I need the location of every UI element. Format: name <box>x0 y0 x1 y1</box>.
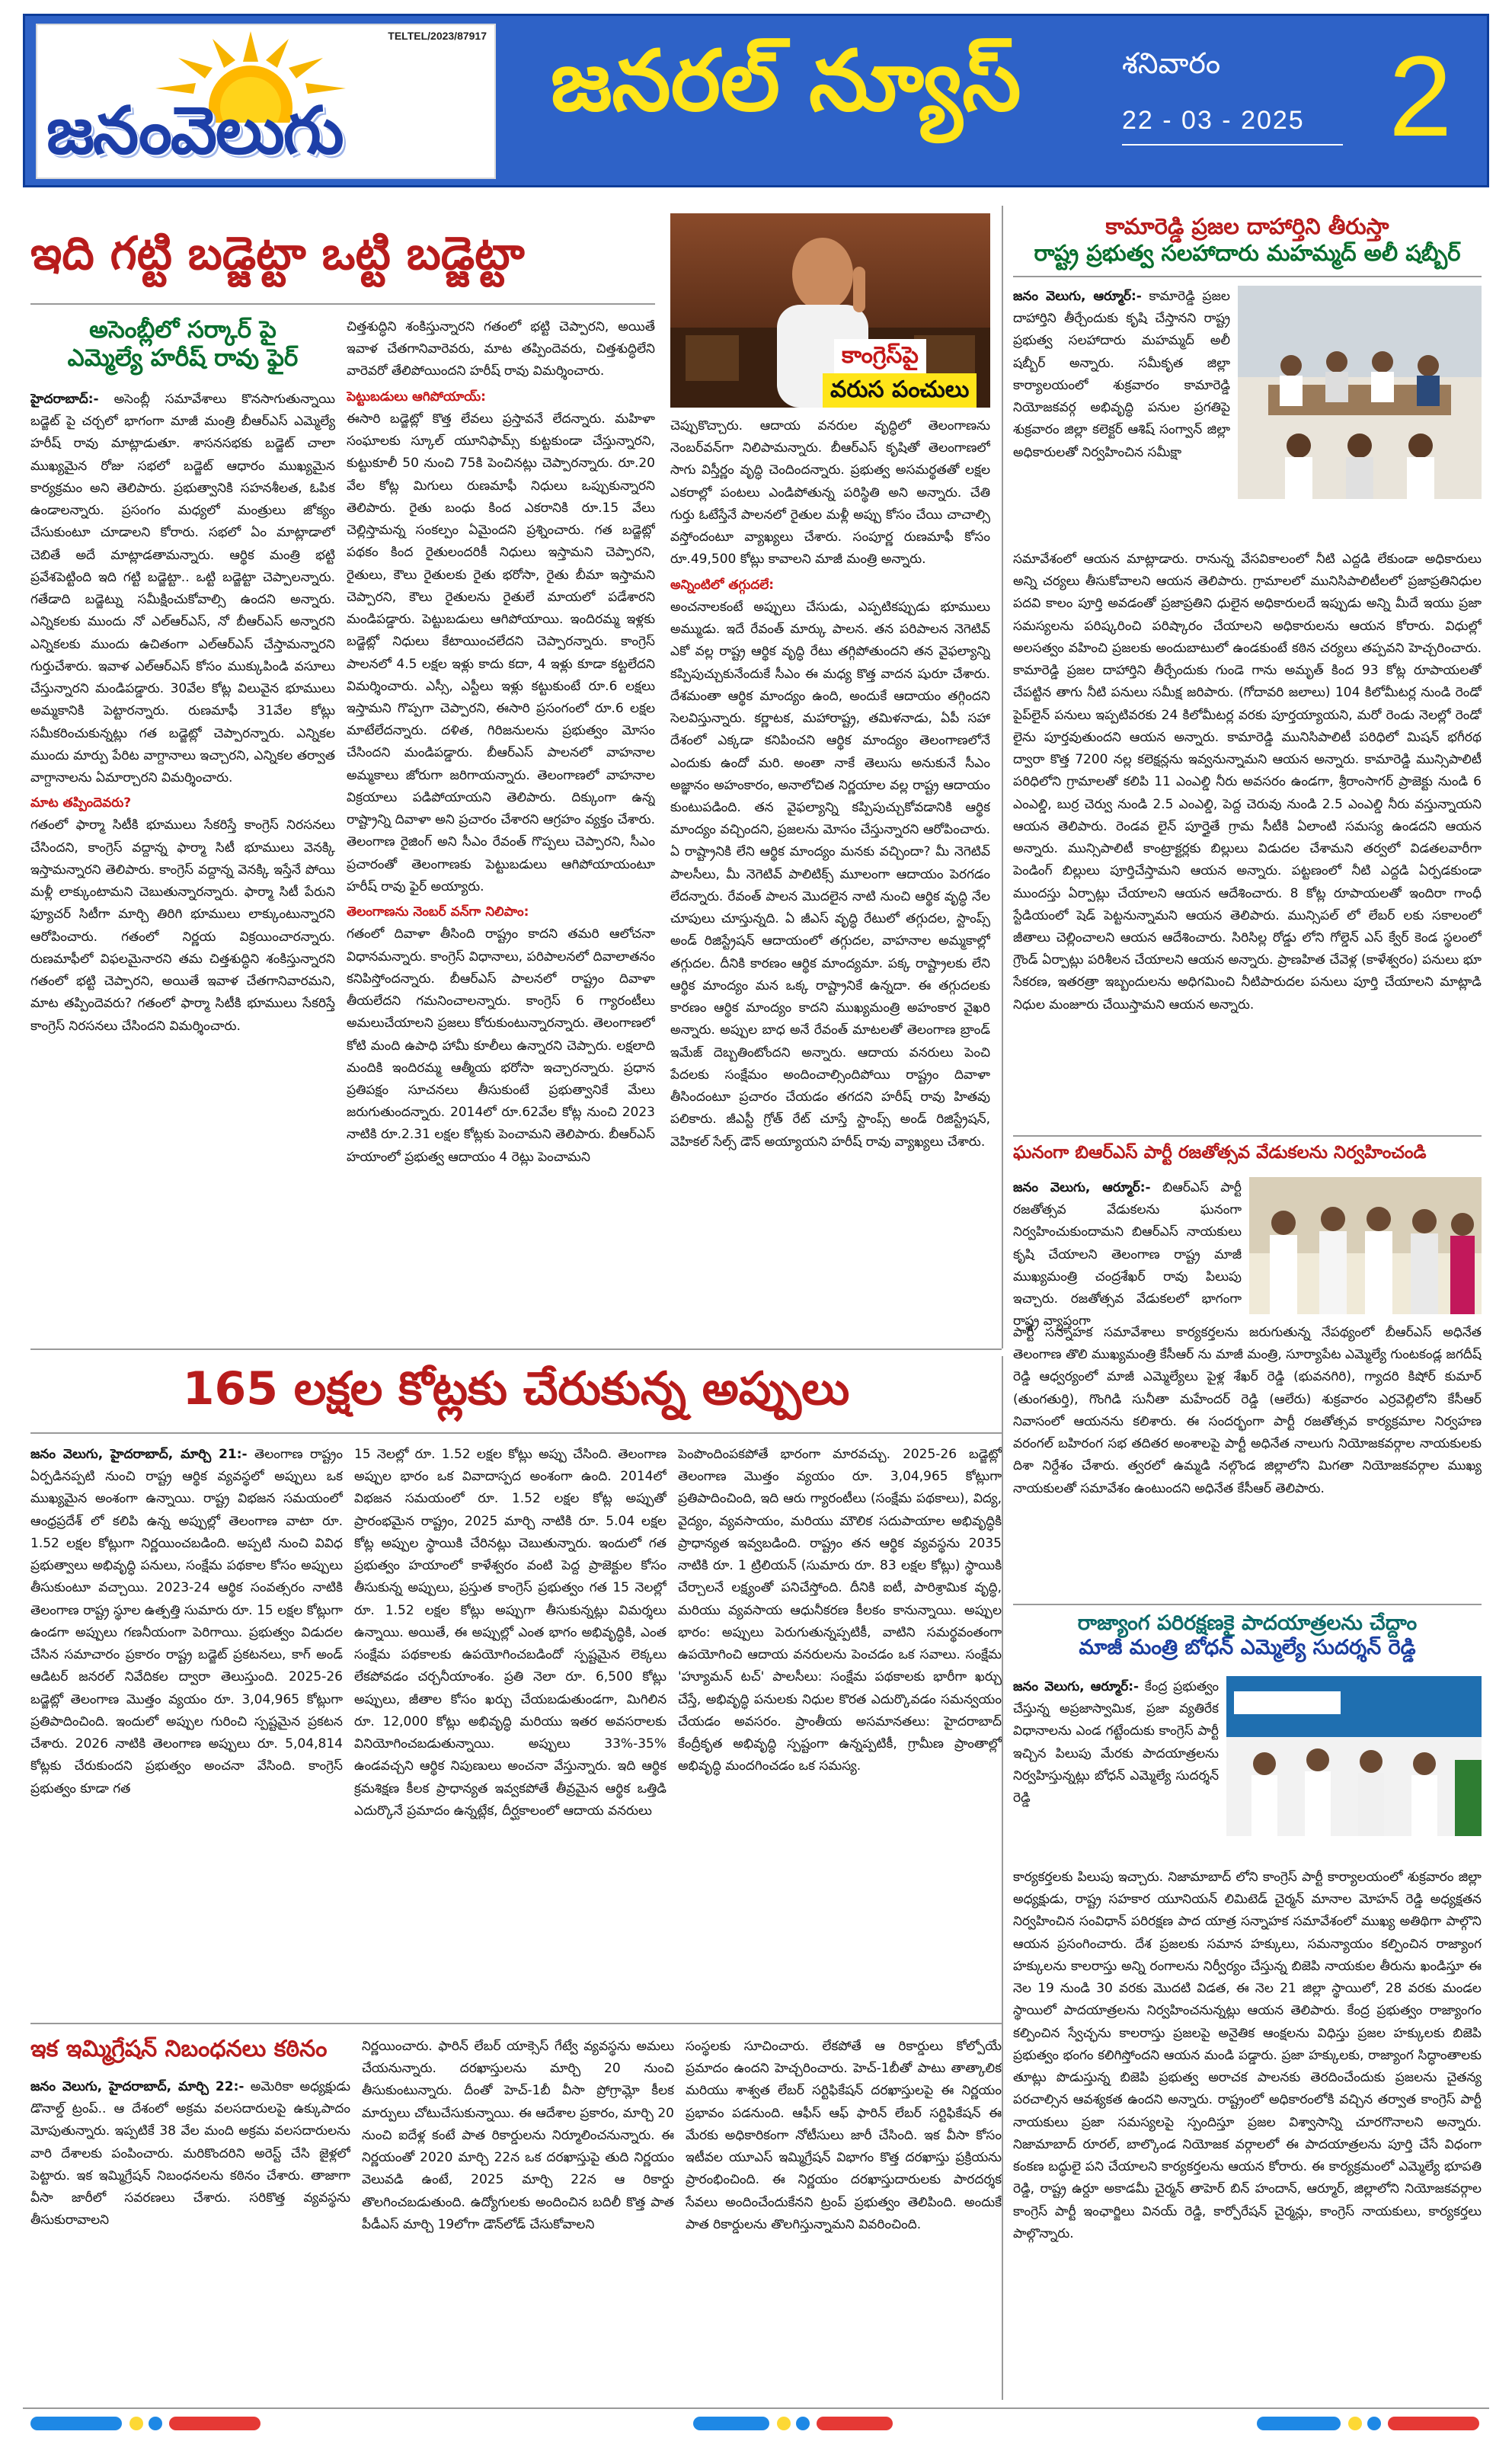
story2-headline-line2: రాష్ట్ర ప్రభుత్వ సలహాదారు మహమ్మద్ అలీ షబ్బీర్ <box>1034 239 1461 266</box>
story1-headline-rule <box>30 303 655 305</box>
column-divider <box>1002 206 1003 1348</box>
footer-dot-yellow-mid <box>777 2417 791 2430</box>
story1-col3-text-c: అప్పుల బాధ అనే రేవంత్ మాటలతో తెలంగాణ బ్రాండ్ ఇమేజ్ దెబ్బతింటోందని అన్నారు. ఆదాయ వనరులు పెంచి పేదలకు సంక్షేమం అందించాల్సిందిపోయి రాష్ట్రం దివాళా తీసిందంటూ ప్రచారం చేయడం తగదని హరీష్ రావు హితవు పలికారు. జీఎస్టీ గ్రోత్ రేట్ చూస్తే స్టాంప్స్ అండ్ రిజిస్ట్రేషన్, వెహికల్ సేల్స్ డౌన్ అయ్యాయని హరీష్ రావు వ్యాఖ్యలు చేశారు. <box>670 1022 990 1150</box>
story3-lead-text: బిఆర్ఎస్ పార్టీ రజతోత్సవ వేడుకలను ఘనంగా నిర్వహించుకుందామని బిఆర్ఎస్ నాయకులు కృషి చేయాలని తెలంగాణ రాష్ట్ర మాజీ ముఖ్యమంత్రి చంద్రశేఖర్ రావు పిలుపు ఇచ్చారు. రజతోత్సవ వేడుకలలో భాగంగా రాష్ట్ర వ్యాప్తంగా <box>1013 1180 1242 1329</box>
story6-column-1 <box>30 2076 350 2396</box>
story1-col2-kicker: పెట్టుబడులు ఆగిపోయాయ్: <box>347 389 486 405</box>
story5-top-rule <box>1013 1604 1482 1605</box>
story5-headline-line1: రాజ్యాంగ పరిరక్షణకై పాదయాత్రలను చేద్దాం <box>1077 1611 1418 1635</box>
date-label: 22 - 03 - 2025 <box>1122 106 1305 135</box>
story6-col3-text: సంస్థలకు సూచించారు. లేకపోతే ఆ రికార్డులు కోల్పోయే ప్రమాదం ఉందని హెచ్చరించారు. హెచ్-1బీతో పాటు తాత్కాలిక మరియు శాశ్వత లేబర్ సర్టిఫికేషన్ దరఖాస్తులపై ఈ నిర్ణయం ప్రభావం పడనుంది. ఆఫీస్ ఆఫ్ ఫారిన్ లేబర్ సర్టిఫికేషన్ ఈ మేరకు అధికారికంగా నోటీసులు జారీ చేసింది. ఇక వీసా కోసం ఇటీవల యూఎస్ ఇమ్మిగ్రేషన్ విభాగం కొత్త దరఖాస్తు ప్రక్రియను ప్రారంభించింది. ఈ నిర్ణయం దరఖాస్తుదారులకు పారదర్శక సేవలు అందించేందుకేనని ట్రంప్ ప్రభుత్వం తెలిపింది. అందుకే పాత రికార్డులను తొలగిస్తున్నామని వివరించింది. <box>686 2039 1002 2232</box>
story5-headline-line2: మాజీ మంత్రి బోధన్ ఎమ్మెల్యే సుదర్శన్ రెడ్డి <box>1079 1636 1416 1660</box>
story1-col3-text-b: అంచనాలకంటే అప్పులు చేసుడు, ఎప్పటికప్పుడు భూములు అమ్ముడు. ఇదే రేవంత్ మార్కు పాలన. తన పరిపాలన నెగెటివ్ ఎకో వల్ల రాష్ట్ర ఆర్థిక వృద్ధి రేటు తగ్గిపోతుందని తన వైఫల్యాన్ని కప్పిపుచ్చుకునేందుకే సీఎం ఈ మధ్య కొత్త వాదన షురూ చేశారు. దేశమంతా ఆర్థిక మాంద్యం ఉంది, అందుకే ఆదాయం తగ్గిందని సెలవిస్తున్నారు. కర్ణాటక, మహారాష్ట్ర, తమిళనాడు, ఏపీ సహా దేశంలో ఎక్కడా కనిపించని ఆర్థిక మాంద్యం తెలంగాణలోనే ఎందుకు ఉందో మరి. అంతా నాకే తెలుసు అనుకునే సీఎం అజ్ఞానం అహంకారం, అనాలోచిత నిర్ణయాల వల్ల రాష్ట్ర ఆదాయం కుంటుపడింది. తన వైఫల్యాన్ని కప్పిపుచ్చుకోవడానికి ఆర్థిక మాంద్యం వచ్చిందని, ప్రజలను మోసం చేస్తున్నారని ఆరోపించారు. ఏ రాష్ట్రానికి లేని ఆర్థిక మాంద్యం మనకు వచ్చిందా? మీ నెగెటివ్ పాలసీలు, మీ నెగెటివ్ పాలిటిక్స్ మూలంగా ఆదాయం పెరగడం లేదన్నారు. రేవంత్ పాలన మొదలైన నాటి నుంచి ఆర్థిక వృద్ధి నేల చూపులు చూస్తున్నది. ఏ జీఎస్ వృద్ధి రేటులో తగ్గుదల, స్టాంప్స్ అండ్ రిజిస్ట్రేషన్ ఆదాయంలో తగ్గుదల, వాహనాల అమ్మకాల్లో తగ్గుదల. దీనికి కారణం ఆర్థిక మాంద్యమా. పక్క రాష్ట్రాలకు లేని ఆర్థిక మాంద్యం మన ఒక్క రాష్ట్రానికే ఉన్నదా. ఈ తగ్గుదలకు కారణం ఆర్థిక మాంద్యం కాదని ముఖ్యమంత్రి అహంకార వైఖరి అన్నారు. <box>670 599 990 1038</box>
story1-col2-text-b: ఈసారి బడ్జెట్లో కొత్త లేవలు ప్రస్తావనే లేదన్నారు. మహిళా సంఘాలకు స్కూల్ యూనిఫామ్స్ కుట్టకుండా చేస్తున్నారని, కుట్టుకూలీ 50 నుంచి 75కి పెంచినట్లు చెప్పారన్నారు. రూ.20 వేల కోట్ల మిగులు రుణమాఫీ నిధులు ఒప్పుకున్నారని తెలిపారు. రైతు బంధు కింద ఎకరానికి రూ.15 వేలు చెల్లిస్తామన్న సంకల్పం ఏమైందని ప్రశ్నించారు. గత బడ్జెట్లో పథకం కింద రైతులందరికీ నిధులు ఇస్తామని చెప్పారని, రైతులు, కౌలు రైతులకు రైతు భరోసా, రైతు బీమా ఇస్తామని చెప్పారని, కౌలు రైతులను రైతులే మాయలో పడేశారని మండిపడ్డారు. పెట్టుబడులు ఆగిపోయాయి. ఇందిరమ్మ ఇళ్లకు బడ్జెట్లో నిధులు కేటాయించలేదని చెప్పారన్నారు. కాంగ్రెస్ పాలనలో 4.5 లక్షల ఇళ్లు కాదు కదా, 4 ఇళ్లు కూడా కట్టలేదని విమర్శించారు. ఎస్సీ, ఎస్టీలు ఇళ్లు కట్టుకుంటే రూ.6 లక్షలు ఇస్తామని గొప్పగా చెప్పారని, ఈసారి ప్రసంగంలో రూ.6 లక్షల మాటేలేదన్నారు. దళిత, గిరిజనులను ప్రభుత్వం మోసం చేసిందని మండిపడ్డారు. బీఆర్ఎస్ పాలనలో వాహనాల అమ్మకాలు జోరుగా జరిగాయన్నారు. తెలంగాణలో వాహనాల విక్రయాలు పడిపోయాయని తెలిపారు. దిక్కుంగా ఉన్న రాష్ట్రాన్ని దివాళా అని ప్రచారం చేశారని ఆగ్రహం వ్యక్తం చేశారు. తెలంగాణ రైజింగ్ అని సీఎం రేవంత్ గొప్పలు చెప్పారని, సీఎం ప్రచారంతో తెలంగాణకు పెట్టుబడులు ఆగిపోయాయంటూ హరీష్ రావు ఫైర్ అయ్యారు. <box>347 411 655 894</box>
logo <box>36 24 496 179</box>
footer-dot-blue-left <box>149 2417 162 2430</box>
story5-lead <box>1013 1676 1219 1863</box>
date-underline <box>1122 144 1343 146</box>
story5-headline <box>1013 1611 1482 1661</box>
story6-column-2 <box>362 2036 674 2396</box>
story1-col3-kicker: అన్నింటిలో తగ్గుదలే: <box>670 577 775 593</box>
story1-col1-text: అసెంబ్లీ సమావేశాలు కొనసాగుతున్నాయి బడ్జెట్ పై చర్చలో భాగంగా మాజీ మంత్రి బీఆర్ఎస్ ఎమ్మెల్యే హరీష్ రావు మాట్లాడుతూ. శాసనసభకు బడ్జెట్ చాలా ముఖ్యమైన రోజు సభలో బడ్జెట్ ఆధారం ముఖ్యమైన కార్యక్రమం అని తెలిపారు. ప్రభుత్వానికి సహనశీలత, ఓపిక ఉండాలన్నారు. ప్రసంగం మధ్యలో మంత్రులు జోక్యం చేసుకుంటూ చూడాలని కోరారు. సభలో ఏం మాట్లాడాలో చెబితే అదే మాట్లాడతామన్నారు. ఆర్థిక మంత్రి భట్టి ప్రవేశపెట్టింది ఇది గట్టి బడ్జెట్టా.. ఒట్టి బడ్జెట్టా చెప్పాలన్నారు. గతేడాది బడ్జెట్ను సమీక్షించుకోవాల్సి ఉందని అన్నారు. ఎన్నికలకు ముందు నో ఎల్ఆర్ఎస్, నో బీఆర్ఎస్ అన్నారని ఎన్నికలకు ముందు ఉచితంగా ఎల్ఆర్ఎస్ చేస్తామన్నారని గుర్తుచేశారు. ఇవాళ ఎల్ఆర్ఎస్ కోసం ముక్కుపిండి వసూలు చేస్తున్నారని మండిపడ్డారు. 30వేల కోట్ల విలువైన భూములు అమ్మకానికి పెట్టారన్నారు. రుణమాఫీ 31వేల కోట్లు సమీకరించుకున్నట్లు గత బడ్జెట్లో చెప్పారన్నారు. ఎన్నికల ముందు మార్పు పేరిట వాగ్దానాలు ఇచ్చారని, ఎన్నికల తర్వాత వాగ్దానాలను ఏమార్చారని విమర్శించారు. <box>30 392 335 785</box>
story1-col2-kicker2: తెలంగాణను నెంబర్ వన్‌గా నిలిపాం: <box>347 904 529 920</box>
footer-dot-yellow-left <box>129 2417 143 2430</box>
story3-body-text: పార్టీ సన్నాహక సమావేశాలు కార్యకర్తలను జరుగుతున్న నేపథ్యంలో బీఆర్ఎస్ అధినేత తెలంగాణ తొలి ముఖ్యమంత్రి కేసీఆర్ ను మాజీ మంత్రి, సూర్యాపేట ఎమ్మెల్యే గుంటకండ్ల జగదీష్ రెడ్డి ఆధ్వర్యంలో మాజీ ఎమ్మెల్యేలు పైళ్ల శేఖర్ రెడ్డి (భువనగిరి), గ్యాదరి కిషోర్ కుమార్ (తుంగతుర్తి), గొంగిడి సునీతా మహేందర్ రెడ్డి (ఆలేరు) శుక్రవారం ఎర్రవెల్లిలోని కేసీఆర్ నివాసంలో ఆయనను కలిశారు. ఈ సందర్భంగా పార్టీ రజతోత్సవ కార్యక్రమాల నిర్వహణ వరంగల్ బహిరంగ సభ తదితర అంశాలపై పార్టీ అధినేత నాలుగు నియోజకవర్గాల నాయకులకు దిశా నిర్దేశం చేశారు. త్వరలో ఉమ్మడి నల్గొండ జిల్లాలోని మిగతా నియోజకవర్గాల ముఖ్య నాయకులతో సమావేశం ఉంటుందని అధినేత కేసీఆర్ తెలిపారు. <box>1013 1325 1482 1496</box>
story2-lead <box>1013 286 1230 545</box>
story1-photo <box>670 213 990 408</box>
story3-headline: ఘనంగా బిఆర్ఎస్ పార్టీ రజతోత్సవ వేడుకలను నిర్వహించండి <box>1013 1143 1427 1163</box>
story1-column-2 <box>347 316 655 1341</box>
footer-pill-blue-right <box>1257 2417 1341 2430</box>
story2-headline <box>1013 213 1482 267</box>
footer-dot-yellow-right <box>1348 2417 1362 2430</box>
story1-col3-text: చెప్పుకొచ్చారు. ఆదాయ వనరుల వృద్ధిలో తెలంగాణను నెంబర్‌వన్‌గా నిలిపామన్నారు. బీఆర్ఎస్ కృషితో తెలంగాణలో సాగు విస్తీర్ణం వృద్ధి చెందిందన్నారు. ప్రభుత్వ అసమర్థతతో లక్షల ఎకరాల్లో పంటలు ఎండిపోతున్న పరిస్థితి అని అన్నారు. చేతి గుర్తు ఓటేస్తేనే పాలనలో రైతుల మళ్లీ అప్పు కోసం చేయి చాచాల్సి వస్తోందంటూ వ్యాఖ్యలు చేశారు. సంపూర్ణ రుణమాఫీ కోసం రూ.49,500 కోట్లు కావాలని మాజీ మంత్రి అన్నారు. <box>670 418 990 568</box>
debts-top-rule <box>30 1348 1002 1350</box>
story1-col2-text-c: గతంలో దివాళా తీసింది రాష్ట్రం కాదని తమరి ఆలోచనా విధానమన్నారు. కాంగ్రెస్ విధానాలు, పరిపాలనలో దివాలాతనం కనిపిస్తోందన్నారు. బీఆర్ఎస్ పాలనలో రాష్ట్రం దివాళా తీయలేదని గమనించాలన్నారు. కాంగ్రెస్ 6 గ్యారంటీలు అమలుచేయాలని ప్రజలు కోరుకుంటున్నారన్నారు. తెలంగాణలో కోటి మంది ఉపాధి హామీ కూలీలు ఉన్నారని చెప్పారు. లక్షలాది మందికి ఇందిరమ్మ ఆత్మీయ భరోసా ఇచ్చారన్నారు. ప్రధాన ప్రతిపక్షం సూచనలు తీసుకుంటే ప్రభుత్వానికే మేలు జరుగుతుందన్నారు. 2014లో రూ.62వేల కోట్ల నుంచి 2023 నాటికి రూ.2.31 లక్షల కోట్లకు పెంచామని తెలిపారు. బీఆర్ఎస్ హయాంలో ప్రభుత్వ ఆదాయం 4 రెట్లు పెంచామని <box>347 926 655 1165</box>
story6-col2-text: నిర్ణయించారు. ఫారిన్ లేబర్ యాక్సెస్ గేట్వే వ్యవస్థను అమలు చేయనున్నారు. దరఖాస్తులను మార్చి 20 నుంచి తీసుకుంటున్నారు. దీంతో హెచ్-1బీ వీసా ప్రోగ్రామ్లో కీలక మార్పులు చోటుచేసుకున్నాయి. ఈ ఆదేశాల ప్రకారం, మార్చి 20 నుంచి ఐదేళ్ల కంటే పాత రికార్డులను నిర్మూలించనున్నారు. ఈ నిర్ణయంతో 2020 మార్చి 22న ఒక దరఖాస్తుపై తుది నిర్ణయం వెలువడి ఉంటే, 2025 మార్చి 22న ఆ రికార్డు తొలగించబడుతుంది. ఉద్యోగులకు అందించిన బదిలీ కొత్త పాత పీడీఎస్ మార్చి 19లోగా డౌన్‌లోడ్ చేసుకోవాలని <box>362 2039 674 2232</box>
footer-dot-blue-right <box>1367 2417 1381 2430</box>
story2-photo <box>1238 286 1482 499</box>
story4-col1-text: తెలంగాణ రాష్ట్రం ఏర్పడినప్పటి నుంచి రాష్ట్ర ఆర్థిక వ్యవస్థలో అప్పులు ఒక ముఖ్యమైన అంశంగా ఉన్నాయి. రాష్ట్ర విభజన సమయంలో ఆంధ్రప్రదేశ్ లో కలిపి ఉన్న అప్పుల్లో తెలంగాణ వాటా రూ. 1.52 లక్షల కోట్లుగా నిర్ణయించబడింది. అప్పటి నుంచి వివిధ ప్రభుత్వాలు అభివృద్ధి పనులు, సంక్షేమ పథకాల కోసం అప్పులు తీసుకుంటూ వచ్చాయి. 2023-24 ఆర్థిక సంవత్సరం నాటికి తెలంగాణ రాష్ట్ర స్థూల ఉత్పత్తి సుమారు రూ. 15 లక్షల కోట్లుగా ఉండగా అప్పులు గణనీయంగా పెరిగాయి. ప్రభుత్వం విడుదల చేసిన సమాచారం ప్రకారం రాష్ట్ర బడ్జెట్ ప్రకటనలు, కాగ్ అండ్ ఆడిటర్ జనరల్ నివేదికల ద్వారా తెలుస్తుంది. 2025-26 బడ్జెట్లో తెలంగాణ మొత్తం వ్యయం రూ. 3,04,965 కోట్లుగా ప్రతిపాదించింది. ఇందులో అప్పుల గురించి స్పష్టమైన ప్రకటన చేశారు. 2026 నాటికి తెలంగాణ అప్పులు రూ. 5,04,814 కోట్లకు చేరుకుందని ప్రభుత్వం అంచనా వేసింది. కాంగ్రెస్ ప్రభుత్వం కూడా గత <box>30 1447 343 1796</box>
story5-dateline: జనం వెలుగు, ఆర్మూర్:- <box>1013 1679 1140 1694</box>
story3-body-text-block <box>1013 1322 1482 1596</box>
group-photo-icon <box>1249 1177 1482 1314</box>
logo-text: జనంవెలుగు <box>46 93 343 169</box>
story2-dateline: జనం వెలుగు, ఆర్మూర్:- <box>1013 289 1142 304</box>
story1-column-1 <box>30 389 335 1341</box>
story2-bottom-rule <box>1013 1135 1482 1137</box>
story2-headline-line1: కామారెడ్డి ప్రజల దాహార్తిని తీరుస్తా <box>1105 213 1389 239</box>
rally-photo-icon <box>1226 1676 1482 1836</box>
story1-subhead <box>30 316 335 373</box>
story1-headline: ఇది గట్టి బడ్జెట్టా ఒట్టి బడ్జెట్టా <box>30 227 525 280</box>
story2-rule <box>1013 276 1482 277</box>
story6-top-rule <box>30 2023 1002 2024</box>
footer-line <box>23 2407 1489 2409</box>
story3-photo <box>1249 1177 1482 1314</box>
registration-number: TELTEL/2023/87917 <box>388 30 487 42</box>
story6-headline: ఇక ఇమ్మిగ్రేషన్ నిబంధనలు కఠినం <box>30 2036 328 2062</box>
story6-col1-text: అమెరికా అధ్యక్షుడు డొనాల్డ్ ట్రంప్.. ఆ దేశంలో అక్రమ వలసదారులపై ఉక్కుపాదం మోపుతున్నారు. ఇప్పటికే 38 వేల మంది అక్రమ వలసదారులను వారి దేశాలకు పంపించారు. మరికొందరిని అరెస్ట్ చేసి జైళ్లలో పెట్టారు. ఇక ఇమ్మిగ్రేషన్ నిబంధనలను కఠినం చేశారు. తాజాగా వీసా జారీలో సవరణలు చేశారు. సరికొత్త వ్యవస్థను తీసుకురావాలని <box>30 2079 350 2228</box>
meeting-photo-icon <box>1238 286 1482 499</box>
story2-lead-text: కామారెడ్డి ప్రజల దాహార్తిని తీర్చేందుకు కృషి చేస్తానని రాష్ట్ర ప్రభుత్వ సలహాదారు మహమ్మద్ అలీ షబ్బీర్ అన్నారు. సమీకృత జిల్లా కార్యాలయంలో శుక్రవారం కామారెడ్డి నియోజకవర్గ అభివృద్ధి పనుల ప్రగతిపై శుక్రవారం జిల్లా కలెక్టర్ ఆశిష్ సంగ్వాన్ జిల్లా అధికారులతో నిర్వహించిన సమీక్షా <box>1013 289 1230 460</box>
story1-photo-tag2: వరుస పంచులు <box>823 373 977 408</box>
footer-pill-red-left <box>169 2417 261 2430</box>
footer-pill-red-right <box>1388 2417 1479 2430</box>
story6-dateline: జనం వెలుగు, హైదరాబాద్, మార్చి 22:- <box>30 2079 245 2094</box>
story1-subhead-line1: అసెంబ్లీలో సర్కార్ పై <box>89 316 277 344</box>
story2-body <box>1013 549 1482 1128</box>
story6-column-3 <box>686 2036 1002 2396</box>
story1-col1-text-b: గతంలో ఫార్మా సిటీకి భూములు సేకరిస్తే కాంగ్రెస్ నిరసనలు చేసిందని, కాంగ్రెస్ వద్దాన్న ఫార్మా సిటీ భూములు వెనక్కి ఇస్తామన్నారని తెలిపారు. కాంగ్రెస్ వద్దాన్న వెనక్కి ఇస్తేనే పోయి మళ్లీ లాక్కుంటామని చెబుతున్నారన్నారు. ఫార్మా సిటీ పేరుని ఫ్యూచర్ సిటీగా మార్చి తిరిగి భూములు లాక్కుంటున్నారని ఆరోపించారు. గతంలో నిర్ణయ విక్రయించారన్నారు. రుణమాఫీలో విఫలమైనారని తమ చిత్తశుద్ధిని శంకిస్తున్నారని గతంలో భట్టి చెప్పారని, అయితే ఇవాళ చేతగానివారమని, మాట తప్పిందెవరు? గతంలో ఫార్మా సిటీకి భూములు సేకరిస్తే కాంగ్రెస్ నిరసనలు చేసిందని విమర్శించారు. <box>30 817 335 1034</box>
story5-body <box>1013 1867 1482 2388</box>
story5-body-text: కార్యకర్తలకు పిలుపు ఇచ్చారు. నిజామాబాద్ లోని కాంగ్రెస్ పార్టీ కార్యాలయంలో శుక్రవారం జిల్లా అధ్యక్షుడు, రాష్ట్ర సహకార యూనియన్ లిమిటెడ్ చైర్మన్ మానాల మోహన్ రెడ్డి అధ్యక్షతన నిర్వహించిన సంవిధాన్ పరిరక్షణ పాద యాత్ర సన్నాహక సమావేశంలో ముఖ్య అతిథిగా పాల్గొని ఆయన ప్రసంగించారు. దేశ ప్రజలకు సమాన హక్కులు, సమన్యాయం కల్పించిన రాజ్యాంగ హక్కులను కాలరాస్తు అన్ని రంగాలను నిర్వీర్యం చేస్తున్న బిజెపి నాయకుల తీరును ఖండిస్తూ ఈ నెల 19 నుండి 30 వరకు మొదటి విడత, ఈ నెల 21 జిల్లా స్థాయిలో, 28 వరకు మండల స్థాయిలో పాదయాత్రలను నిర్వహించనున్నట్లు ఆయన తెలిపారు. కేంద్ర ప్రభుత్వం రాజ్యాంగం కల్పించిన స్వేచ్ఛను కాలరాస్తు ప్రజలపై అనైతిక ఆంక్షలను విధిస్తు ప్రజల హక్కులకు బిజెపి ప్రభుత్వం భంగం కలిగిస్తోందని ఆయన మండి పడ్డారు. ప్రజా హక్కులకు, రాజ్యాంగ సిద్ధాంతాలకు తూట్లు పొడుస్తున్న బిజెపి ప్రభుత్వ అరాచక పాలనకు తెరదించేందుకు ప్రజలను చైతన్య పరచాల్సిన ఆవశ్యకత ఉందని అన్నారు. రాష్ట్రంలో అధికారంలోకి వచ్చిన తర్వాత కాంగ్రెస్ పార్టీ నాయకులు ప్రజా సమస్యలపై స్పందిస్తూ ప్రజల విశ్వాసాన్ని చూరగొనాలని అన్నారు. నిజామాబాద్ రూరల్, బాల్కొండ నియోజక వర్గాలలో ఈ పాదయాత్రలను పూర్తి చేసే విధంగా కంకణ బద్ధులై పని చేయాలని కార్యకర్తలను ఆయన కోరారు. ఈ కార్యక్రమంలో ఎమ్మెల్యే భూపతి రెడ్డి, రాష్ట్ర ఉర్దూ అకాడమీ చైర్మన్ తాహెర్ బిన్ హందాన్, ఆర్మూర్, జిల్లాలోని నియోజకవర్గాల కాంగ్రెస్ పార్టీ ఇంఛార్జిలు వినయ్ రెడ్డి, కార్పోరేషన్ చైర్మన్లు, కాంగ్రెస్ నాయకులు, కార్యకర్తలు పాల్గొన్నారు. <box>1013 1870 1482 2241</box>
story4-column-2 <box>354 1444 666 2011</box>
footer-pill-blue-mid <box>693 2417 769 2430</box>
story4-column-3 <box>678 1444 1002 2011</box>
story4-dateline: జనం వెలుగు, హైదరాబాద్, మార్చి 21:- <box>30 1447 248 1462</box>
story4-col3-text: పెంపొందింపకపోతే భారంగా మారవచ్చు. 2025-26 బడ్జెట్లో తెలంగాణ మొత్తం వ్యయం రూ. 3,04,965 కోట్లుగా ప్రతిపాదించింది, ఇది ఆరు గ్యారంటీలు (సంక్షేమ పథకాలు), విద్య, వైద్యం, వ్యవసాయం, మరియు మౌలిక సదుపాయాల అభివృద్ధికి ప్రాధాన్యత ఇవ్వబడింది. రాష్ట్రం తన ఆర్థిక వ్యవస్థను 2035 నాటికి రూ. 1 ట్రిలియన్ (సుమారు రూ. 83 లక్షల కోట్లు) స్థాయికి చేర్చాలనే లక్ష్యంతో పనిచేస్తోంది. దీనికి ఐటీ, పారిశ్రామిక వృద్ధి, మరియు వ్యవసాయ ఆధునీకరణ కీలకం కానున్నాయి. అప్పుల భారం: అప్పులు పెరుగుతున్నప్పటికీ, వాటిని సమర్థవంతంగా ఉపయోగించి ఆదాయ వనరులను పెంచడం ఒక సవాలు. సంక్షేమ 'హ్యూమన్ టచ్' పాలసీలు: సంక్షేమ పథకాలకు భారీగా ఖర్చు చేస్తే, అభివృద్ధి పనులకు నిధుల కొరత ఎదుర్కొవడం సమన్వయం చేయడం అవసరం. ప్రాంతీయ అసమానతలు: హైదరాబాద్ కేంద్రీకృత అభివృద్ధి స్పష్టంగా ఉన్నప్పటికీ, గ్రామీణ ప్రాంతాల్లో అభివృద్ధి మందగించడం ఒక సమస్య. <box>678 1447 1002 1774</box>
story1-dateline: హైదరాబాద్:- <box>30 392 99 407</box>
footer-dot-blue-mid <box>796 2417 810 2430</box>
story1-photo-tag1: కాంగ్రెస్‌పై <box>834 339 926 377</box>
story1-column-3 <box>670 415 990 1341</box>
page-number: 2 <box>1389 32 1453 160</box>
day-label: శనివారం <box>1122 46 1221 80</box>
story3-dateline: జనం వెలుగు, ఆర్మూర్:- <box>1013 1180 1151 1195</box>
footer-pill-red-mid <box>817 2417 893 2430</box>
footer-pill-blue-left <box>30 2417 122 2430</box>
story2-body-text: సమావేశంలో ఆయన మాట్లాడారు. రానున్న వేసవికాలంలో నీటి ఎద్దడి లేకుండా అధికారులు అన్ని చర్యలు తీసుకోవాలని ఆయన తెలిపారు. గ్రామాలలో మునిసిపాలిటీలలో ప్రజాప్రతినిధుల పదవి కాలం పూర్తి అవడంతో ప్రజాప్రతిని ధులైన అధికారులదే ఇప్పుడు అన్ని మీదే ఇయు ప్రజా సమస్యలను పరిష్కరించి పరిష్కారం చేయాలని అధికారులను ఆయన కోరారు. విధుల్లో అలసత్వం వహించి ప్రజలకు అందుబాటులో ఉండకుంటే కఠిన చర్యలు తప్పవని హెచ్చరించారు. కామారెడ్డి ప్రజల దాహార్తిని తీర్చేందుకు గుండె గాను అమృత్ కింద 93 కోట్ల రూపాయలతో చేపట్టిన తాగు నీటి పనులు సమీక్ష జరిపారు. (గోదావరి జలాలు) 104 కిలోమీటర్ల నుండి రెండో పైప్‌లైన్ పనులు ఇప్పటివరకు 24 కిలోమీటర్ల వరకు పూర్తయ్యాయని, మరో రెండు నెలల్లో రెండో లైను పూర్తవుతుందని ఆయన అన్నారు. కామారెడ్డి మునిసిపాలిటీ పరిధిలో మిషన్ భగీరథ ద్వారా కొత్త 7200 నల్ల కలెక్షన్లను ఇవ్వనున్నామని ఆయన అన్నారు. కామారెడ్డి మున్సిపాలిటీ పరిధిలోని గ్రామాలతో కలిపి 11 ఎంఎల్డి నీరు అవసరం ఉండగా, శ్రీరాంసాగర్ ప్రాజెక్టు నుండి 6 ఎంఎల్డి, బుర్ర చెర్వు నుండి 2.5 ఎంఎల్డి, పెద్ద చెరువు నుండి 2.5 ఎంఎల్డి నీరు వస్తున్నాయని ఆయన తెలిపారు. రెండవ లైన్ పూర్తైతే గ్రామ సీటీకి ఏలాంటి సమస్య ఉండదని ఆయన అన్నారు. మున్సిపాలిటీ కాంట్రాక్టర్లకు బిల్లులు విడుదల చేశామని తర్వలో విడతలవారీగా పెండింగ్ బిల్లులు పూర్తిచేస్తామని ఆయన అన్నారు. పట్టణంలో నీటి ఎద్దడి ఏర్పడకుండా ముందస్తు ఏర్పాట్లు చేయాలని ఆయన ఆదేశించారు. 8 కోట్ల రూపాయలతో ఇందిరా గాంధీ స్టేడియంలో షెడ్ పెట్టనున్నామని ఆయన తెలిపారు. మున్సిపల్ లో లేబర్ లకు సకాలంలో జీతాలు చెల్లించాలని ఆయన ఆదేశించారు. సిరిసిల్ల రోడ్డు లోని గోల్డెన్ ఎస్ క్వేర్ కెండ స్థలంలో గ్రౌండ్ ఏర్పాట్లు పరిశీలన చేయాలని ఆయన అన్నారు. ప్రాణహిత చేవెళ్ల (కాళేశ్వరం) పనులు భూ సేకరణ, ఇతరత్రా ఇబ్బందులను అధిగమించి నీటిపారుదల పనులు పూర్తి చేయాలని మాట్లాడి నిధుల మంజూరు చేయిస్తామని ఆయన అన్నారు. <box>1013 552 1482 1013</box>
section-title: జనరల్ న్యూస్ <box>551 32 1021 130</box>
story1-subhead-line2: ఎమ్మెల్యే హరీష్ రావు ఫైర్ <box>67 344 299 373</box>
debts-headline-rule <box>30 1432 1002 1434</box>
story1-col1-kicker: మాట తప్పిందెవరు? <box>30 795 132 811</box>
story5-photo <box>1226 1676 1482 1836</box>
lower-column-divider <box>1002 1356 1003 2400</box>
story5-lead-text: కేంద్ర ప్రభుత్వం చేస్తున్న అప్రజాస్వామిక, ప్రజా వ్యతిరేక విధానాలను ఎండ గట్టేందుకు కాంగ్రెస్ పార్టీ ఇచ్చిన పిలుపు మేరకు పాదయాత్రలను నిర్వహిస్తున్నట్లు బోధన్ ఎమ్మెల్యే సుదర్శన్ రెడ్డి <box>1013 1679 1219 1806</box>
story1-col2-text: చిత్తశుద్ధిని శంకిస్తున్నారని గతంలో భట్టి చెప్పారని, అయితే ఇవాళ చేతగానివారెవరు, మాట తప్పిందెవరు, చిత్తశుద్ధిలేని వారెవరో తేలిపోయిందని హరీష్ రావు విమర్శించారు. <box>347 319 655 379</box>
story4-column-1 <box>30 1444 343 2011</box>
masthead <box>23 14 1489 187</box>
story4-col2-text: 15 నెలల్లో రూ. 1.52 లక్షల కోట్లు అప్పు చేసింది. తెలంగాణ అప్పుల భారం ఒక వివాదాస్పద అంశంగా ఉంది. 2014లో విభజన సమయంలో రూ. 1.52 లక్షల కోట్ల అప్పుతో ప్రారంభమైన రాష్ట్రం, 2025 మార్చి నాటికి రూ. 5.04 లక్షల కోట్ల అప్పుల స్థాయికి చేరినట్లు చెబుతున్నారు. ఇందులో గత ప్రభుత్వం హయాంలో కాళేశ్వరం వంటి పెద్ద ప్రాజెక్టుల కోసం తీసుకున్న అప్పులు, ప్రస్తుత కాంగ్రెస్ ప్రభుత్వం గత 15 నెలల్లో రూ. 1.52 లక్షల కోట్లు అప్పుగా తీసుకున్నట్లు విమర్శలు ఉన్నాయి. అయితే, ఈ అప్పుల్లో ఎంత భాగం అభివృద్ధికి, ఎంత సంక్షేమ పథకాలకు ఉపయోగించబడిందో స్పష్టమైన లెక్కలు లేకపోవడం చర్చనీయాంశం. ప్రతి నెలా రూ. 6,500 కోట్లు అప్పులు, జీతాల కోసం ఖర్చు చేయబడుతుండగా, మిగిలిన రూ. 12,000 కోట్లు అభివృద్ధి మరియు ఇతర అవసరాలకు వినియోగించబడుతున్నాయి. అప్పులు 33%-35% ఉండవచ్చని ఆర్థిక నిపుణులు అంచనా వేస్తున్నారు. ఇది ఆర్థిక క్రమశిక్షణ కీలక ప్రాధాన్యత ఇవ్వకపోతే తీవ్రమైన ఆర్థిక ఒత్తిడి ఎదుర్కొనే ప్రమాదం ఉన్నట్లేక, దీర్ఘకాలంలో ఆదాయ వనరులు <box>354 1447 666 1819</box>
story4-headline: 165 లక్షల కోట్లకు చేరుకున్న అప్పులు <box>182 1362 850 1416</box>
